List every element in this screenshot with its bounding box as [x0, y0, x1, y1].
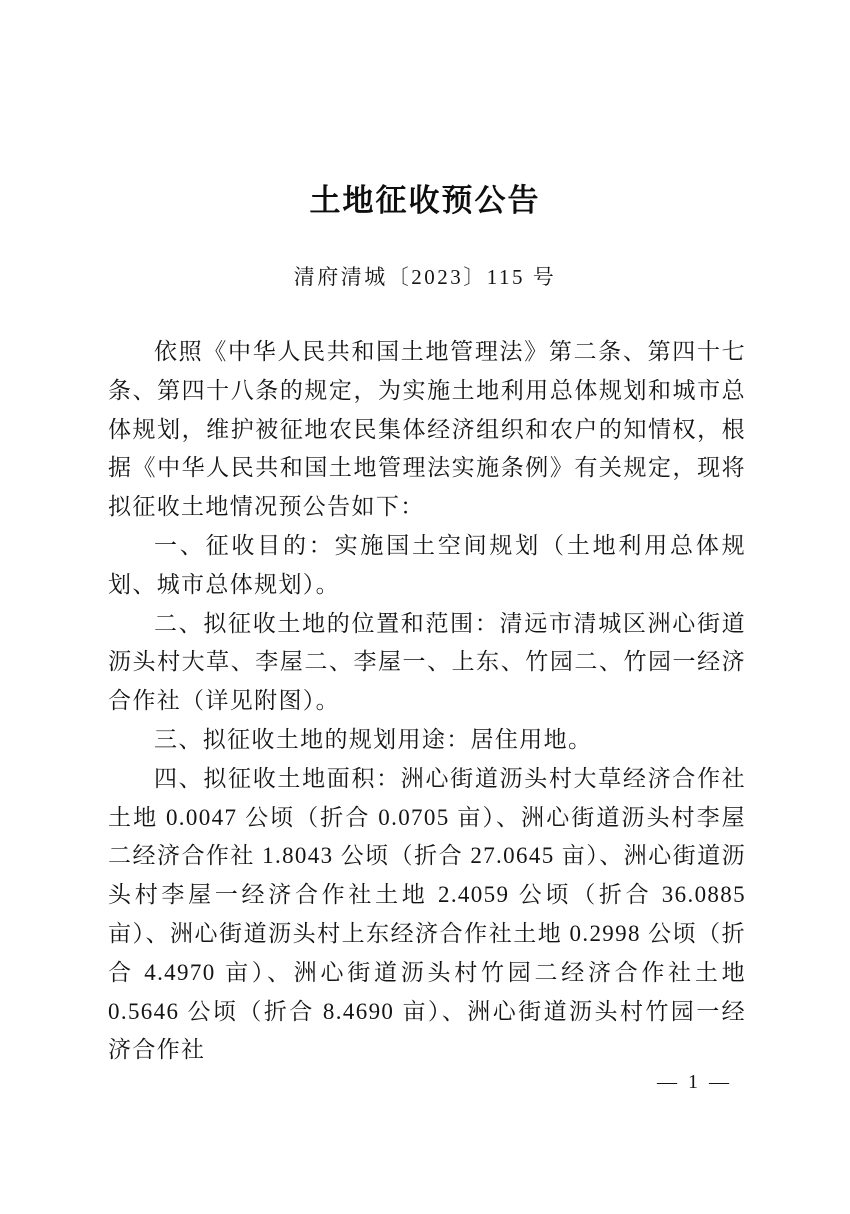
paragraph-item-1-purpose: 一、征收目的：实施国土空间规划（土地利用总体规划、城市总体规划）。	[108, 532, 746, 597]
paragraph-item-4-land-area: 四、拟征收土地面积：洲心街道沥头村大草经济合作社土地 0.0047 公顷（折合 0.0705 亩）、洲心街道沥头村李屋二经济合作社 1.8043 公顷（折合 27.0645 亩）、洲心街道沥头村李屋一经济合作社土地 2.4059 公顷（折合 36.0885 亩）、洲心街道沥头村上东经济合作社土地 0.2998 公顷（折合 4.4970 亩）、洲心街道沥头村竹园二经济合作社土地 0.5646 公顷（折合 8.4690 亩）、洲心街道沥头村竹园一经济合作社	[108, 765, 746, 1063]
paragraph-preamble: 依照《中华人民共和国土地管理法》第二条、第四十七条、第四十八条的规定，为实施土地利用总体规划和城市总体规划，维护被征地农民集体经济组织和农户的知情权，根据《中华人民共和国土地管理法实施条例》有关规定，现将拟征收土地情况预公告如下：	[108, 339, 746, 520]
document-body	[108, 333, 746, 1070]
document-title: 土地征收预公告	[309, 183, 541, 218]
paragraph-item-3-planned-use: 三、拟征收土地的规划用途：居住用地。	[154, 726, 593, 752]
paragraph-item-2-location: 二、拟征收土地的位置和范围：清远市清城区洲心街道沥头村大草、李屋二、李屋一、上东、竹园二、竹园一经济合作社（详见附图）。	[108, 610, 746, 714]
page-number: — 1 —	[657, 1071, 732, 1093]
document-number: 清府清城〔2023〕115 号	[293, 265, 557, 289]
